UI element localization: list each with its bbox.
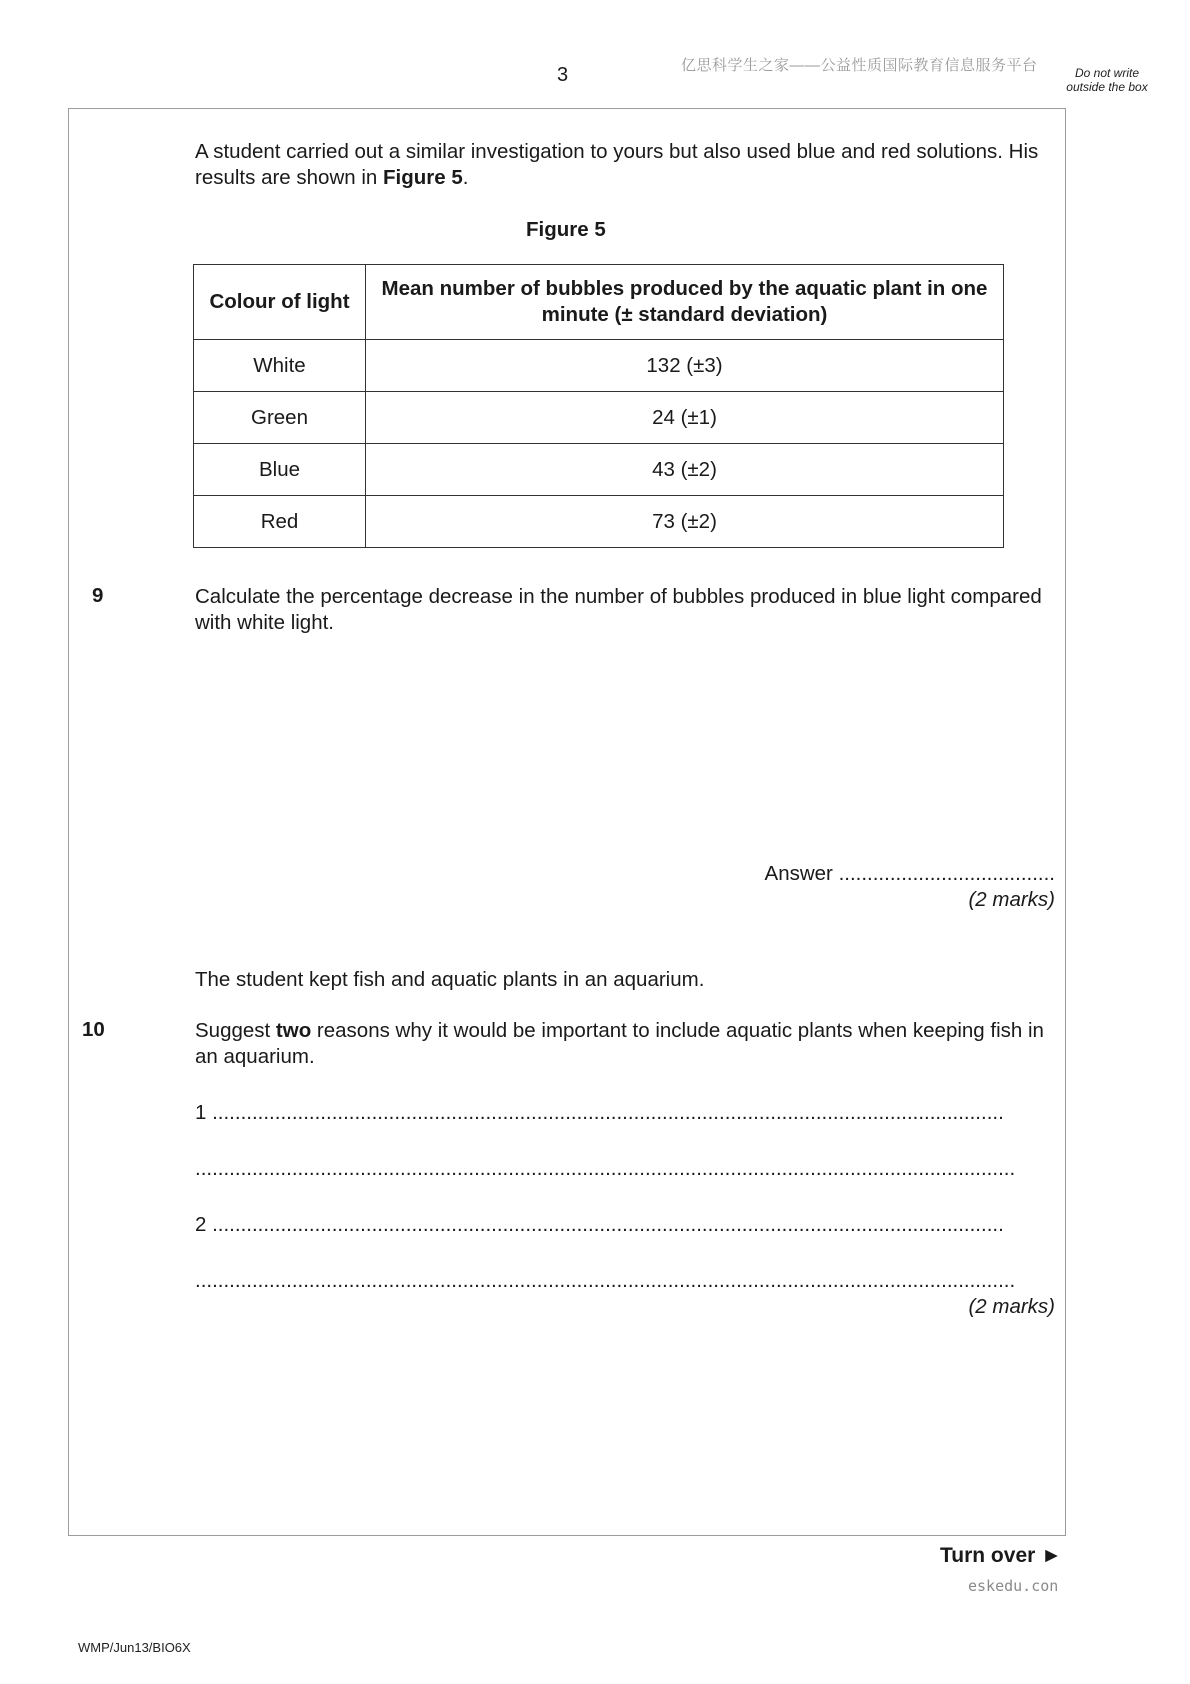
question-10-text bbox=[195, 1018, 1065, 1070]
answer-line-2[interactable]: 2 ........................................................................................................................................... bbox=[195, 1213, 1004, 1236]
question-10-emphasis: two bbox=[275, 1019, 312, 1042]
cell-value: 73 (±2) bbox=[366, 496, 1004, 548]
results-table bbox=[193, 264, 1004, 548]
cell-colour: Green bbox=[194, 392, 366, 444]
margin-note: Do not write outside the box bbox=[1066, 66, 1148, 94]
intro-end: . bbox=[462, 166, 469, 189]
answer-line-1[interactable]: 1 ........................................................................................................................................... bbox=[195, 1101, 1004, 1124]
question-10-text-end: reasons why it would be important to include aquatic plants when keeping fish in an aquarium. bbox=[195, 1019, 1044, 1068]
answer-line-2-continued[interactable]: ................................................................................................................................................ bbox=[195, 1269, 1016, 1292]
question-9-number: 9 bbox=[92, 584, 104, 607]
table-row bbox=[194, 392, 1004, 444]
question-10-number: 10 bbox=[82, 1018, 105, 1041]
page-number: 3 bbox=[557, 64, 569, 86]
figure-title: Figure 5 bbox=[526, 218, 606, 241]
paper-code: WMP/Jun13/BIO6X bbox=[78, 1640, 191, 1655]
table-row bbox=[194, 444, 1004, 496]
intro-text: A student carried out a similar investigation to yours but also used blue and red solutions. His results are shown in bbox=[195, 140, 1039, 189]
table-header-row bbox=[194, 265, 1004, 340]
question-9-text: Calculate the percentage decrease in the number of bubbles produced in blue light compared with white light. bbox=[195, 585, 1042, 634]
figure-reference: Figure 5 bbox=[383, 166, 463, 189]
question-10-marks: (2 marks) bbox=[968, 1295, 1055, 1318]
cell-colour: Blue bbox=[194, 444, 366, 496]
cell-colour: White bbox=[194, 340, 366, 392]
header-watermark: 亿思科学生之家——公益性质国际教育信息服务平台 bbox=[681, 57, 1038, 74]
question-10-text-start: Suggest bbox=[195, 1019, 276, 1042]
table-row bbox=[194, 340, 1004, 392]
header-colour-of-light: Colour of light bbox=[194, 265, 366, 340]
question-9-marks: (2 marks) bbox=[968, 888, 1055, 911]
turn-over-label: Turn over ► bbox=[940, 1544, 1062, 1567]
cell-value: 24 (±1) bbox=[366, 392, 1004, 444]
footer-watermark: eskedu.con bbox=[968, 1577, 1059, 1595]
intro-paragraph bbox=[195, 139, 1065, 191]
header-mean-bubbles-text: Mean number of bubbles produced by the aquatic plant in one minute (± standard deviation) bbox=[381, 277, 988, 326]
table-row bbox=[194, 496, 1004, 548]
header-mean-bubbles bbox=[366, 265, 1004, 340]
cell-value: 43 (±2) bbox=[366, 444, 1004, 496]
aquarium-statement: The student kept fish and aquatic plants in an aquarium. bbox=[195, 968, 705, 991]
answer-line-1-continued[interactable]: ................................................................................................................................................ bbox=[195, 1157, 1016, 1180]
answer-field[interactable]: Answer ...................................... bbox=[764, 862, 1055, 885]
cell-value: 132 (±3) bbox=[366, 340, 1004, 392]
cell-colour: Red bbox=[194, 496, 366, 548]
